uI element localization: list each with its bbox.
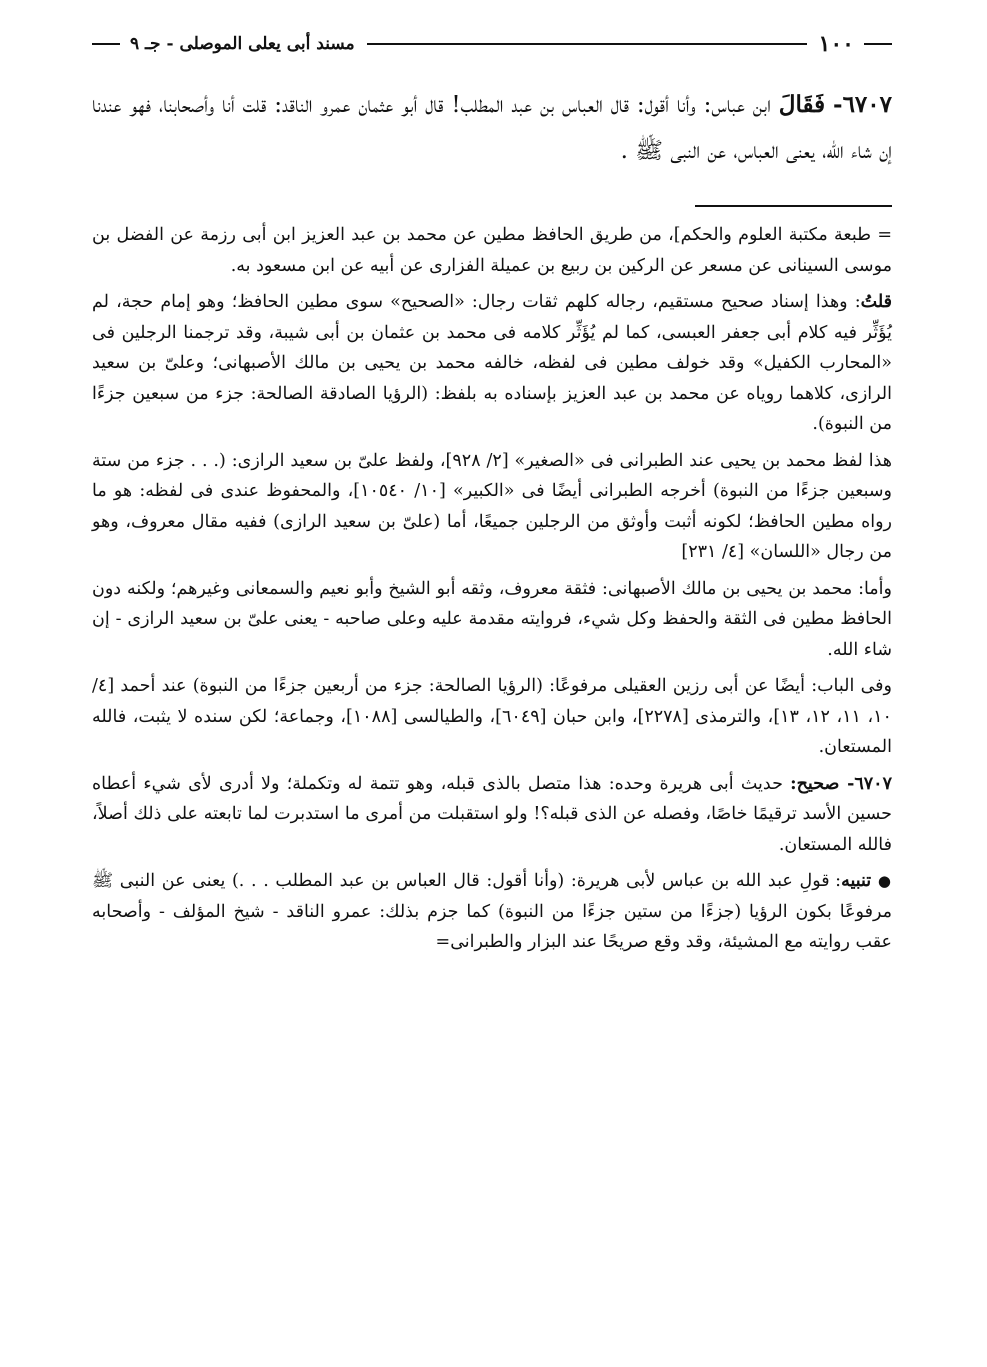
header-dash bbox=[864, 43, 892, 45]
running-header bbox=[92, 26, 892, 62]
footnote-text: : وهذا إسناد صحيح مستقيم، رجاله كلهم ثقات رجال: «الصحيح» سوى مطين الحافظ؛ وهو إمام حجة، لم يُؤَثِّر فيه كلام أبى جعفر العبسى، كما لم يُؤَثِّر كلامه فى محمد بن عثمان بن أبى شيبة، وقد ترجمنا الرجلين فى «المحارب الكفيل» وقد خولف مطين فى لفظه، خالفه محمد بن يحيى بن مالك الأصبهانى؛ وعلىّ بن سعيد الرازى، كلاهما روياه عن محمد بن عبد العزيز بإسناده به بلفظ: (الرؤيا الصادقة الصالحة: جزء من سبعين جزءًا من النبوة). bbox=[92, 292, 892, 434]
footnote-text: وفى الباب: أيضًا عن أبى رزين العقيلى مرفوعًا: (الرؤيا الصالحة: جزء من أربعين جزءًا من النبوة) عند أحمد [٤/ ١٠، ١١، ١٢، ١٣]، والترمذى [٢٢٧٨]، وابن حبان [٦٠٤٩]، والطيالسى [١٠٨٨]، وجماعة؛ لكن سنده لا يثبت، فالله المستعان. bbox=[92, 676, 892, 757]
footnote-paragraph bbox=[92, 769, 892, 861]
footnote-text: وأما: محمد بن يحيى بن مالك الأصبهانى: فثقة معروف، وثقه أبو الشيخ وأبو نعيم والسمعانى وغيرهم؛ ولكنه دون الحافظ مطين فى الثقة والحفظ وكل شيء، فروايته مقدمة عليه وعلى صاحبه - يعنى علىّ بن سعيد الرازى - إن شاء الله. bbox=[92, 578, 892, 660]
hadith-number: ٦٧٠٧- bbox=[833, 91, 892, 118]
footnote-lead: قلتُ bbox=[860, 292, 892, 312]
page-number: ١٠٠ bbox=[818, 31, 854, 57]
continuation-mark: = bbox=[877, 225, 892, 245]
footnote-lead: تنبيه bbox=[841, 871, 872, 891]
footnote-paragraph bbox=[92, 287, 892, 440]
header-dash bbox=[92, 43, 120, 45]
footnotes-section bbox=[92, 220, 892, 964]
book-title: مسند أبى يعلى الموصلى - جـ ٩ bbox=[130, 34, 355, 54]
footnote-paragraph bbox=[92, 574, 892, 666]
footnote-separator bbox=[695, 205, 892, 207]
hadith-text-block bbox=[92, 82, 892, 174]
hadith-lead-word: فَقَالَ bbox=[778, 91, 826, 118]
footnote-paragraph bbox=[92, 446, 892, 568]
footnote-text: : قولِ عبد الله بن عباس لأبى هريرة: (وأنا أقول: قال العباس بن عبد المطلب . . .) يعنى عن النبى ﷺ مرفوعًا بكون الرؤيا (جزءًا من ستين جزءًا من النبوة) كما جزم بذلك: عمرو الناقد - شيخ المؤلف - وأصحابه عقب روايته مع المشيئة، وقد وقع صريحًا عند البزار والطبرانى= bbox=[92, 871, 892, 952]
footnote-text: حديث أبى هريرة وحده: هذا متصل بالذى قبله، وهو تتمة له وتكملة؛ ولا أدرى لأى شيء أعطاه حسين الأسد ترقيمًا خاصًا، وفصله عن الذى قبله؟! ولو استقبلت من أمرى ما استدبرت لما تابعته على ذلك أصلاً، فالله المستعان. bbox=[92, 773, 892, 855]
hadith-body: ابن عباس: وأنا أقول: قال العباس بن عبد المطلب! قال أبو عثمان عمرو الناقد: قلت أنا وأصحابنا، فهو عندنا إن شاء الله، يعنى العباس، عن النبى ﷺ . bbox=[92, 92, 892, 164]
footnote-paragraph bbox=[92, 866, 892, 958]
footnote-text: طبعة مكتبة العلوم والحكم]، من طريق الحافظ مطين عن محمد بن عبد العزيز ابن أبى رزمة عن الفضل بن موسى السينانى عن مسعر عن الركين بن ربيع بن عميلة الفزارى عن أبيه عن ابن مسعود به. bbox=[92, 225, 892, 276]
header-rule bbox=[367, 43, 807, 45]
footnote-paragraph bbox=[92, 220, 892, 281]
footnote-paragraph bbox=[92, 671, 892, 763]
bullet-icon: ● bbox=[877, 872, 892, 890]
footnote-lead: ٦٧٠٧- صحيح: bbox=[790, 773, 892, 794]
footnote-text: هذا لفظ محمد بن يحيى عند الطبرانى فى «الصغير» [٢/ ٩٢٨]، ولفظ علىّ بن سعيد الرازى: (. . . جزء من ستة وسبعين جزءًا من النبوة) أخرجه الطبرانى أيضًا فى «الكبير» [١٠/ ١٠٥٤٠]، والمحفوظ عندى فى لفظه: هو ما رواه مطين الحافظ؛ لكونه أثبت وأوثق من الرجلين جميعًا، أما (علىّ بن سعيد الرازى) ففيه مقال معروف، وهو من رجال «اللسان» [٤/ ٢٣١] bbox=[92, 450, 892, 562]
